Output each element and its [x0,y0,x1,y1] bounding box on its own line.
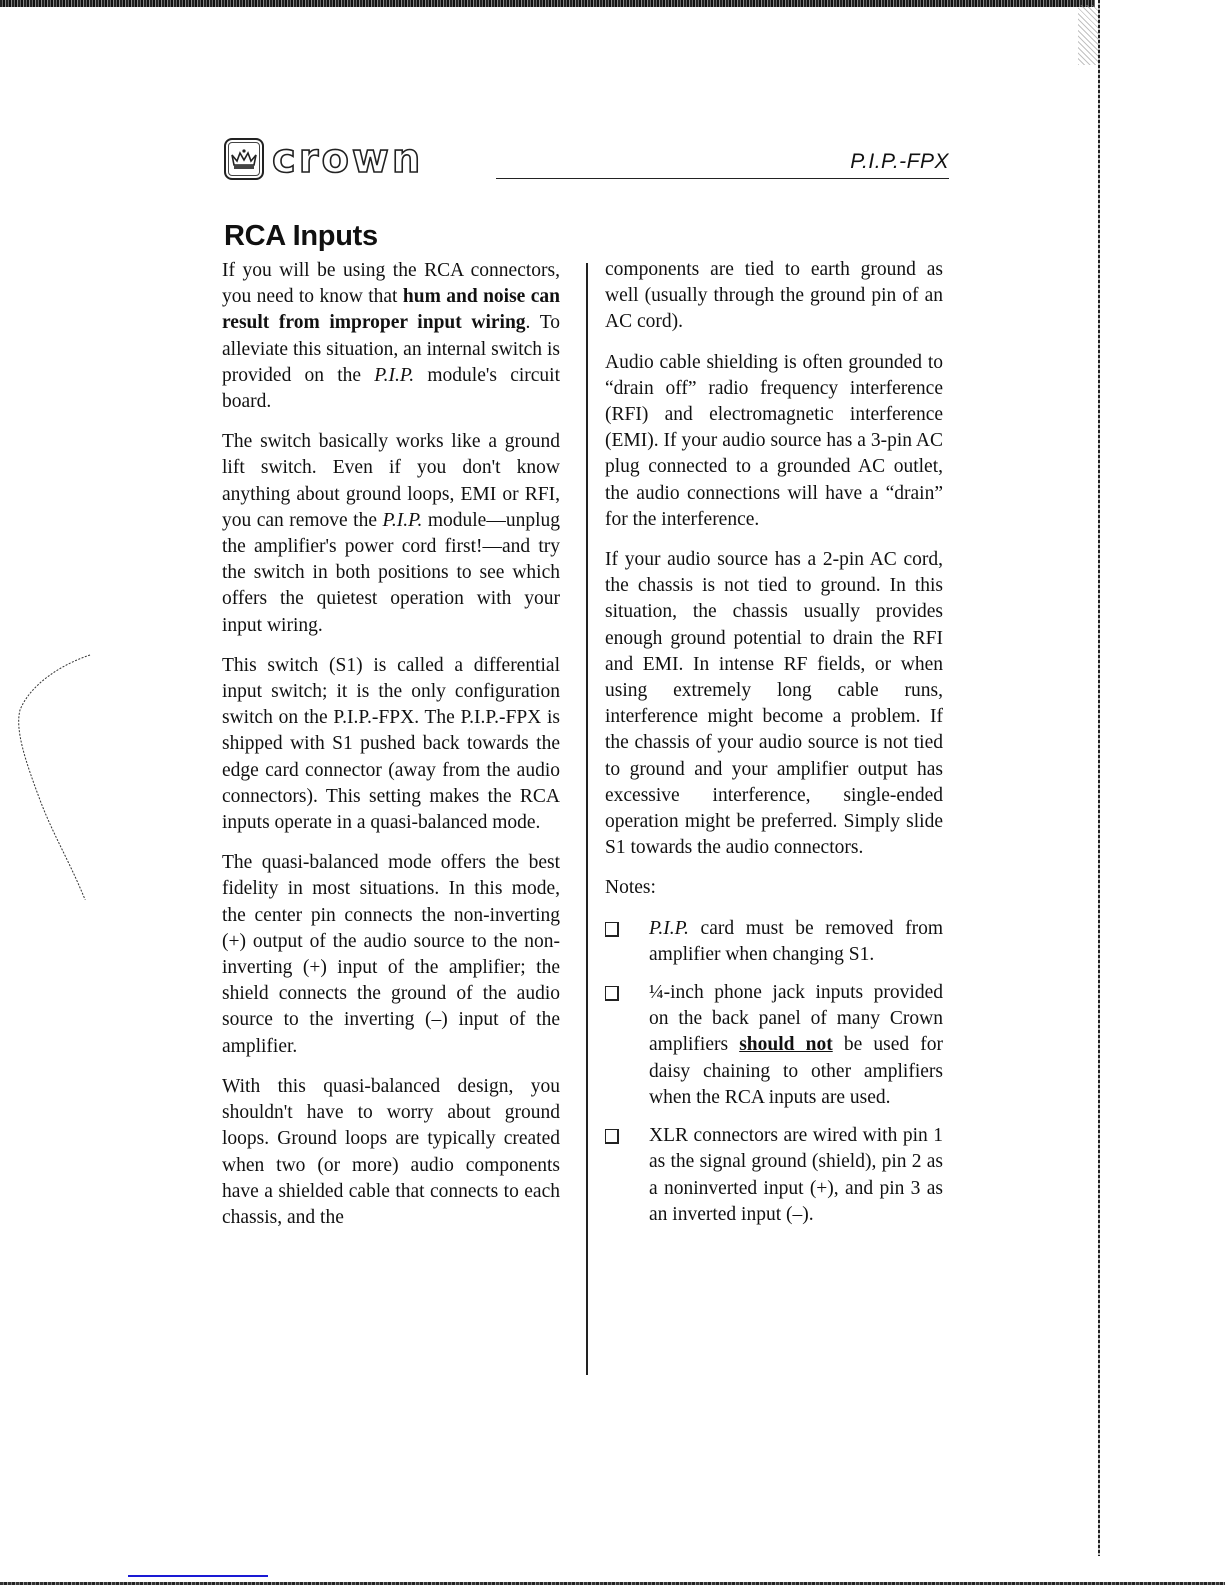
text: module—unplug the amplifier's power cord first!—and try the switch in both positions to see which offers the quietest operation with your input wiring. [222,509,560,636]
paragraph [222,258,560,415]
text: . To alleviate this situation, an internal switch is provided on the [222,312,560,386]
text: ¼-inch phone jack inputs provided on the back panel of many Crown amplifiers [649,982,943,1056]
text: be used for daisy chaining to other amplifiers when the RCA inputs are used. [649,1034,943,1108]
note-item [605,1123,943,1228]
product-name: P.I.P. [649,917,689,939]
paragraph [222,429,560,639]
brand-wordmark: crown [272,136,424,182]
section-title: RCA Inputs [224,220,378,252]
product-name: P.I.P. [382,509,423,531]
text: card must be removed from amplifier when changing S1. [649,917,943,965]
document-code: P.I.P.-FPX [850,150,949,173]
emphasis-text: hum and noise can result from improper input wiring [222,286,560,334]
paragraph: components are tied to earth ground as well (usually through the ground pin of an AC cord). [605,259,943,333]
product-name: P.I.P. [374,364,415,386]
note-item [605,916,943,968]
page-header [224,138,949,184]
scan-speckle [1078,5,1098,65]
brand-logo [224,138,423,180]
scan-top-border [0,0,1095,7]
page-curve-artifact [0,600,110,900]
header-rule [496,178,949,179]
paragraph: This switch (S1) is called a differential input switch; it is the only configuration switch on the P.I.P.-FPX. The P.I.P.-FPX is shipped with S1 pushed back towards the edge card connector (away from the audio connectors). This setting makes the RCA inputs operate in a quasi-balanced mode. [222,654,560,834]
paragraph: With this quasi-balanced design, you shouldn't have to worry about ground loops. Ground loops are typically created when two (or more) audio components have a shielded cable that connects to each chassis, and the [222,1075,560,1228]
left-column [222,258,560,1245]
right-column [605,257,943,1240]
text: XLR connectors are wired with pin 1 as the signal ground (shield), pin 2 as a noninverted input (+), and pin 3 as an inverted input (–). [649,1125,943,1225]
paragraph: The quasi-balanced mode offers the best fidelity in most situations. In this mode, the center pin connects the non-inverting (+) output of the audio source to the non-inverting (+) input of the amplifier; the shield connects the ground of the audio source to the inverting (–) input of the amplifier. [222,852,560,1057]
paragraph: If your audio source has a 2-pin AC cord, the chassis is not tied to ground. In this situation, the chassis usually provides enough ground potential to drain the RFI and EMI. In intense RF fields, or when using extremely long cable runs, interference might become a problem. If the chassis of your audio source is not tied to ground and your amplifier output has excessive interference, single-ended operation might be preferred. Simply slide S1 towards the audio connectors. [605,549,943,859]
text: If you will be using the RCA connectors, you need to know that [222,260,560,308]
crown-logo-icon [224,138,264,180]
notes-label: Notes: [605,877,656,899]
warning-emphasis: should not [739,1034,833,1056]
text: module's circuit board. [222,364,560,413]
checkbox-square-icon [605,986,619,1001]
checkbox-square-icon [605,1129,619,1144]
link-underline-artifact [128,1575,268,1577]
scan-right-edge [1098,0,1100,1556]
column-divider [586,263,588,1375]
note-item [605,980,943,1111]
text: The switch basically works like a ground lift switch. Even if you don't know anything about ground loops, EMI or RFI, you can remove the [222,431,560,531]
checkbox-square-icon [605,922,619,937]
paragraph: Audio cable shielding is often grounded to “drain off” radio frequency interference (RFI) and electromagnetic interference (EMI). If your audio source has a 3-pin AC plug connected to a grounded AC outlet, the audio connections will have a “drain” for the interference. [605,351,943,530]
